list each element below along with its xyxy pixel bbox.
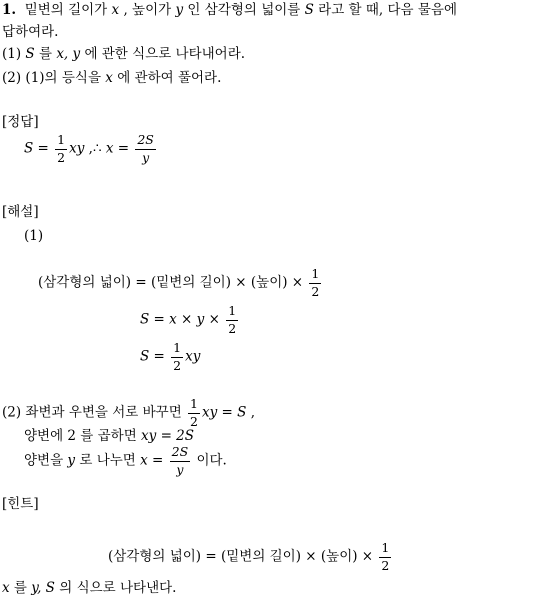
problem-text-b: , 높이가 — [123, 2, 172, 18]
q2-text-b: 에 관하여 풀어라. — [117, 70, 222, 86]
q1-label: (1) — [2, 46, 22, 62]
solution-eq1-num: 1 — [309, 268, 321, 284]
answer-frac2-den: y — [142, 149, 150, 165]
q2-text-a: (1)의 등식을 — [25, 70, 101, 86]
solution-eq1-den: 2 — [311, 283, 320, 299]
question-2 — [2, 72, 221, 86]
problem-number: 1. — [2, 2, 17, 18]
q2-var-x: x — [105, 70, 113, 86]
solution-eq3-den: 2 — [173, 357, 182, 373]
answer-frac-num: 1 — [55, 134, 67, 150]
answer-frac-den: 2 — [57, 149, 66, 165]
answer-x-eq: x = — [105, 140, 130, 157]
answer-frac2-num: 2S — [135, 134, 156, 150]
problem-line-1 — [2, 4, 457, 18]
hint-eq-lhs: (삼각형의 넓이) = (밑변의 길이) × (높이) × — [108, 548, 374, 565]
solution-part1-label: (1) — [24, 228, 44, 244]
problem-text-e: 답하여라. — [2, 24, 59, 40]
solution-part2-num: 1 — [188, 398, 200, 414]
solution-eq3 — [140, 342, 200, 372]
solution-eq1 — [38, 268, 323, 298]
answer-lhs: S = — [24, 140, 49, 157]
solution-eq2-lhs: S = x × y × — [140, 311, 220, 328]
hint-final-a: 를 — [13, 580, 27, 596]
solution-line3-num: 2S — [170, 446, 191, 462]
answer-xy: xy — [69, 140, 85, 157]
q1-vars: x, y — [56, 46, 81, 62]
hint-final — [2, 582, 176, 596]
solution-eq3-lhs: S = — [140, 348, 165, 365]
hint-heading: [힌트] — [2, 496, 39, 512]
question-1 — [2, 48, 245, 62]
solution-part2-a: 좌변과 우변을 서로 바꾸면 — [25, 404, 182, 421]
q1-text-a: 를 — [38, 46, 53, 62]
answer-fraction — [55, 134, 67, 164]
solution-line3-x: x = — [140, 452, 164, 469]
answer-fraction-2 — [135, 134, 156, 164]
solution-part2-line1 — [2, 398, 255, 428]
problem-text-c: 인 삼각형의 넓이를 — [187, 2, 301, 18]
solution-part2-label: (2) — [2, 404, 22, 421]
hint-final-vars: y, S — [31, 580, 55, 596]
solution-part2-den: 2 — [190, 413, 198, 429]
solution-line3-a: 양변을 — [24, 452, 64, 469]
solution-eq3-rhs: xy — [185, 348, 201, 365]
solution-line3-den: y — [176, 461, 184, 477]
hint-final-b: 의 식으로 나타낸다. — [59, 580, 177, 596]
solution-line3-fraction — [170, 446, 191, 476]
solution-line2-b: xy = 2S — [141, 428, 195, 444]
problem-text-d: 라고 할 때, 다음 물음에 — [318, 2, 457, 18]
q2-label: (2) — [2, 70, 22, 86]
q1-text-b: 에 관한 식으로 나타내어라. — [84, 46, 246, 62]
hint-den: 2 — [381, 557, 390, 573]
solution-heading: [해설] — [2, 204, 39, 220]
solution-eq3-num: 1 — [171, 342, 183, 358]
hint-fraction — [379, 542, 391, 572]
solution-eq1-fraction — [309, 268, 321, 298]
solution-eq2 — [140, 305, 240, 335]
solution-part2-line2 — [24, 430, 194, 444]
solution-eq3-fraction — [171, 342, 183, 372]
solution-eq2-num: 1 — [226, 305, 238, 321]
solution-eq1-lhs: (삼각형의 넓이) = (밑변의 길이) × (높이) × — [38, 274, 304, 291]
hint-final-x: x — [2, 580, 10, 596]
solution-eq2-fraction — [226, 305, 238, 335]
problem-text-a: 밑변의 길이가 — [24, 2, 108, 18]
solution-line3-b: 로 나누면 — [79, 452, 136, 469]
answer-heading: [정답] — [2, 114, 39, 130]
solution-part2-fraction — [188, 398, 200, 428]
problem-line-2 — [2, 26, 58, 40]
solution-line2-a: 양변에 2 를 곱하면 — [24, 428, 137, 444]
answer-sep: ,∴ — [88, 140, 102, 157]
solution-part2-b: xy = S — [202, 404, 247, 421]
var-y: y — [175, 2, 184, 18]
solution-line3-c: 이다. — [196, 452, 227, 469]
solution-eq2-den: 2 — [228, 320, 237, 336]
solution-part2-line3 — [24, 446, 227, 476]
solution-line3-y: y — [67, 452, 76, 469]
hint-num: 1 — [379, 542, 391, 558]
hint-equation — [108, 542, 393, 572]
var-x: x — [111, 2, 120, 18]
q1-var-S: S — [25, 46, 35, 62]
answer-equation — [24, 134, 158, 164]
solution-part2-c: , — [250, 404, 255, 421]
var-S: S — [304, 2, 314, 18]
